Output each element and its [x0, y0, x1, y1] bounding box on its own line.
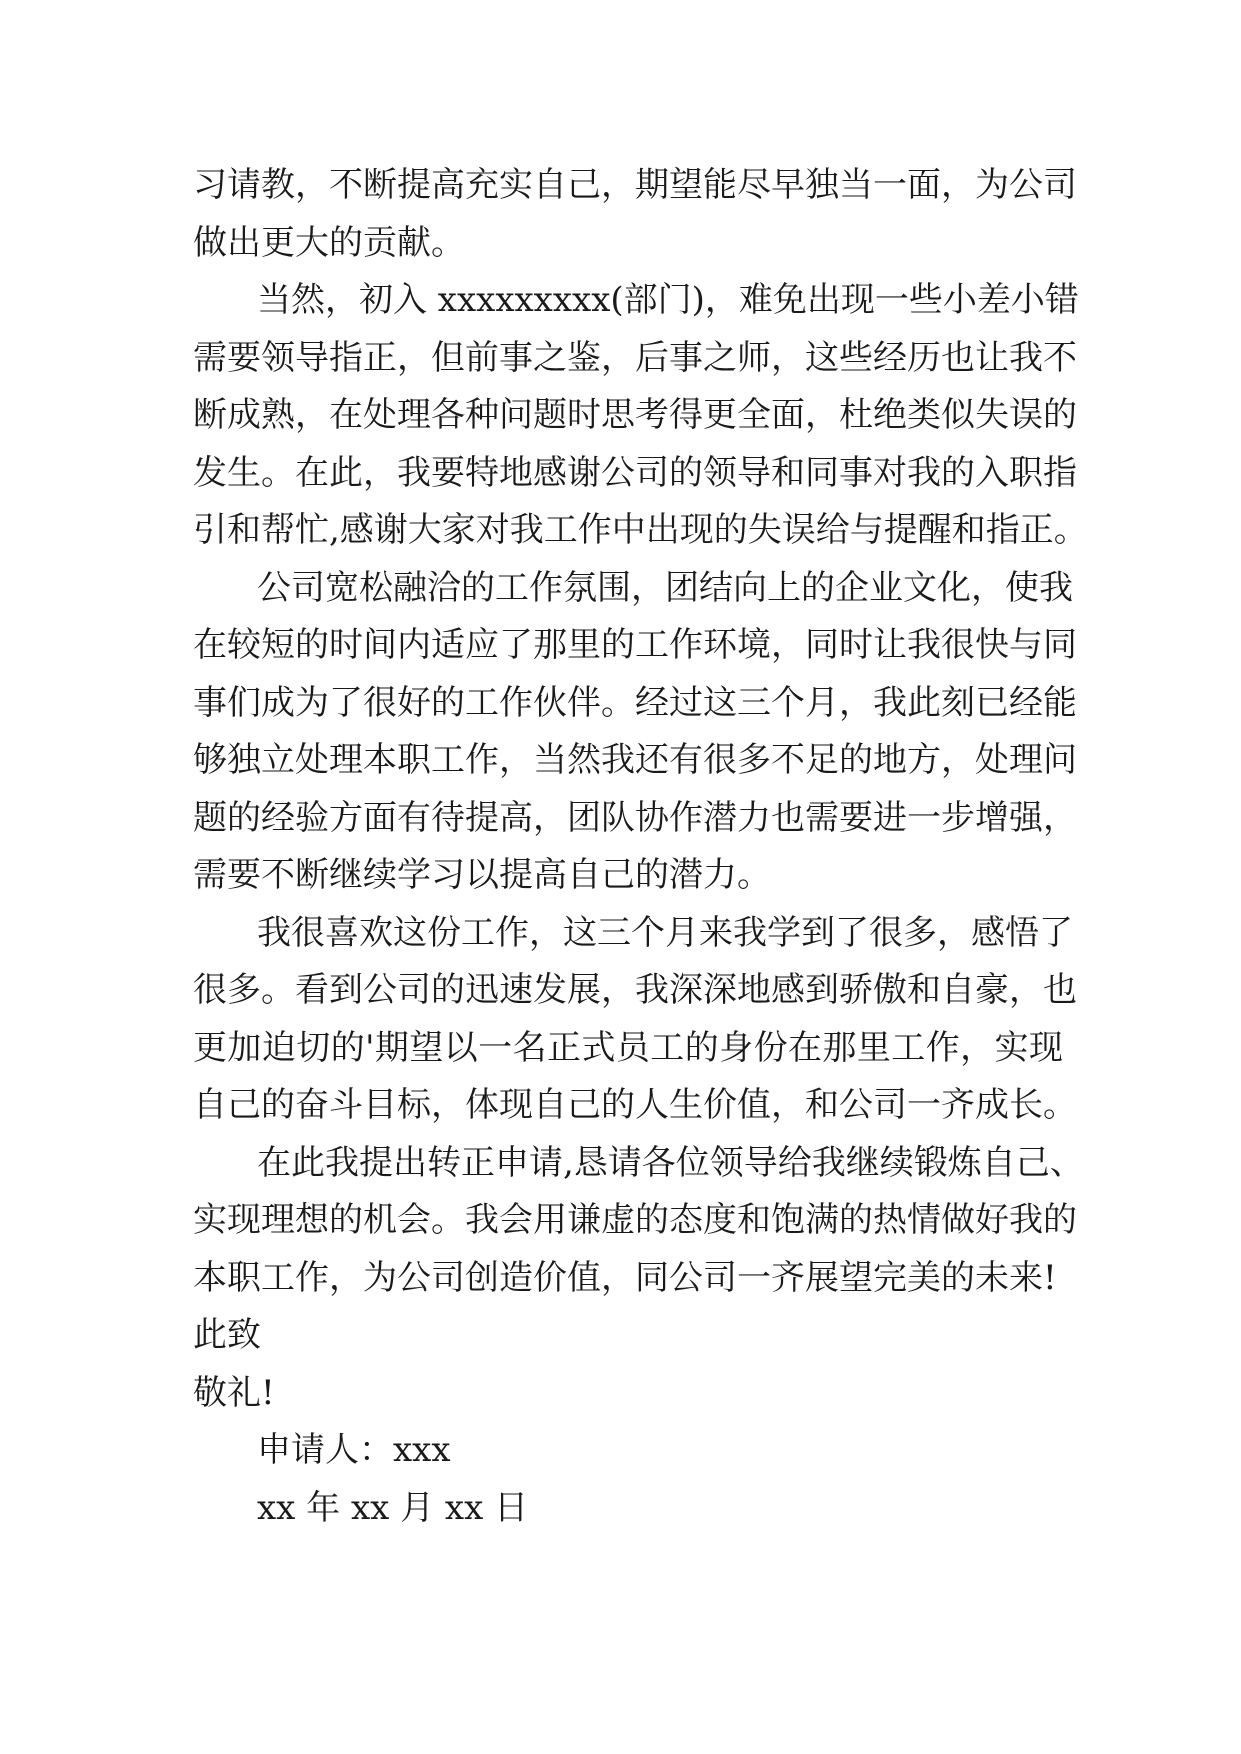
text-line: 引和帮忙,感谢大家对我工作中出现的失误给与提醒和指正。 — [193, 510, 1088, 550]
text-line: 够独立处理本职工作，当然我还有很多不足的地方，处理问 — [193, 740, 1077, 780]
text-line: 需要不断继续学习以提高自己的潜力。 — [193, 855, 771, 895]
text-line: 在较短的时间内适应了那里的工作环境，同时让我很快与同 — [193, 625, 1077, 665]
applicant-signature: 申请人：xxx — [257, 1430, 451, 1470]
text-line: 做出更大的贡献。 — [193, 223, 465, 263]
paragraph-first-line: 当然，初入 xxxxxxxxx(部门)，难免出现一些小差小错 — [257, 280, 1079, 320]
text-line: 本职工作，为公司创造价值，同公司一齐展望完美的未来! — [193, 1258, 1057, 1298]
text-line: 习请教，不断提高充实自己，期望能尽早独当一面，为公司 — [193, 165, 1077, 205]
text-line: 很多。看到公司的迅速发展，我深深地感到骄傲和自豪，也 — [193, 970, 1077, 1010]
paragraph-first-line: 我很喜欢这份工作，这三个月来我学到了很多，感悟了 — [257, 913, 1073, 953]
closing-regards: 敬礼! — [193, 1373, 275, 1413]
text-line: 事们成为了很好的工作伙伴。经过这三个月，我此刻已经能 — [193, 683, 1077, 723]
text-line: 发生。在此，我要特地感谢公司的领导和同事对我的入职指 — [193, 453, 1077, 493]
text-line: 断成熟，在处理各种问题时思考得更全面，杜绝类似失误的 — [193, 395, 1077, 435]
paragraph-first-line: 在此我提出转正申请,恳请各位领导给我继续锻炼自己、 — [257, 1143, 1084, 1183]
paragraph-first-line: 公司宽松融洽的工作氛围，团结向上的企业文化，使我 — [257, 568, 1073, 608]
signature-date: xx 年 xx 月 xx 日 — [257, 1488, 529, 1528]
text-line: 需要领导指正，但前事之鉴，后事之师，这些经历也让我不 — [193, 338, 1077, 378]
closing-salutation: 此致 — [193, 1315, 261, 1355]
text-line: 实现理想的机会。我会用谦虚的态度和饱满的热情做好我的 — [193, 1200, 1077, 1240]
text-line: 自己的奋斗目标，体现自己的人生价值，和公司一齐成长。 — [193, 1085, 1077, 1125]
text-line: 题的经验方面有待提高，团队协作潜力也需要进一步增强， — [193, 798, 1077, 838]
text-line: 更加迫切的'期望以一名正式员工的身份在那里工作，实现 — [193, 1028, 1063, 1068]
